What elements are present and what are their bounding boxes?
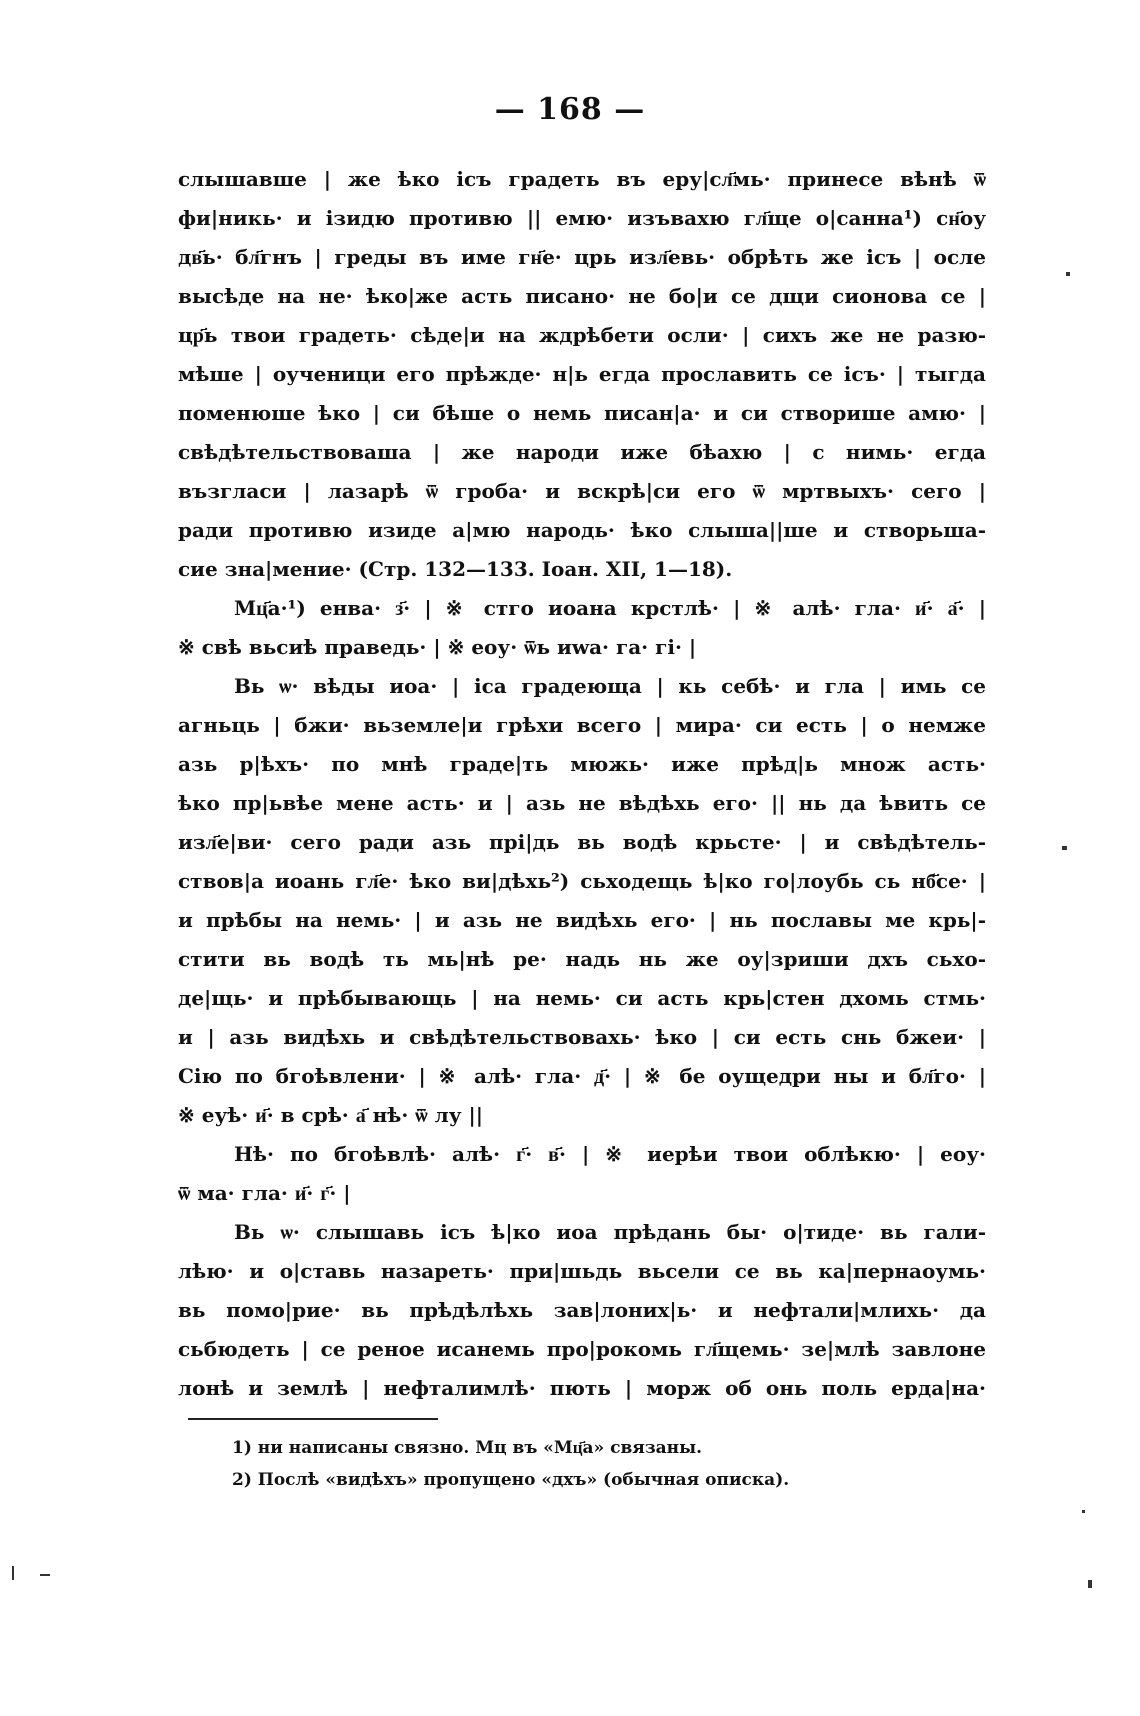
scan-speck (12, 1566, 14, 1580)
text-line: ѣко пр|ьвѣе мене асть· и | азь не вѣдѣхь его· || нь да ѣвить се (178, 791, 986, 815)
text-line: ѿ ма· гла· и҃· г҃· | (178, 1181, 351, 1205)
text-line: сьбюдеть | се реное исанемь про|рокомь гл҃щемь· зе|млѣ завлоне (178, 1337, 986, 1361)
text-line: Вь ѡ· вѣды иоа· | іса градеюща | кь себѣ· и гла | имь се (234, 674, 986, 698)
scan-speck (1066, 272, 1070, 276)
scan-speck (1088, 1580, 1092, 1588)
text-line: и прѣбы на немь· | и азь не видѣхь его· | нь пославы ме крь|- (178, 908, 986, 932)
text-line: лонѣ и землѣ | нефталимлѣ· пють | морж об онь поль ерда|на· (178, 1376, 986, 1400)
text-line: ※ свѣ вьсиѣ праведь· | ※ еоу· ѿь иwа· га· гі· | (178, 635, 697, 659)
text-line: Вь ѡ· слышавь ісъ ѣ|ко иоа прѣдань бы· о|тиде· вь гали- (234, 1220, 986, 1244)
main-text (178, 160, 986, 1408)
text-line: ствов|а иоань гл҃е· ѣко ви|дѣхь²) сьходещь ѣ|ко го|лоубь сь нб҃се· | (178, 869, 986, 893)
text-line: Мц҃а·¹) енва· з҃· | ※ стго иоана крстлѣ· | ※ алѣ· гла· и҃· а҃· | (234, 596, 986, 620)
text-line: вь помо|рие· вь прѣдѣлѣхь зав|лоних|ь· и нефтали|млихь· да (178, 1298, 986, 1322)
footnote-divider (188, 1418, 438, 1420)
text-line: свѣдѣтельствоваша | же народи иже бѣахю | с нимь· егда (178, 440, 986, 464)
footnote: 1) ни написаны связно. Мц въ «Мц҃а» связаны. (232, 1438, 703, 1458)
text-line: азь р|ѣхъ· по мнѣ граде|ть мюжь· иже прѣд|ь множ асть· (178, 752, 986, 776)
scan-speck (40, 1574, 50, 1576)
text-line: Сію по бгоѣвлени· | ※ алѣ· гла· д҃· | ※ бе оущедри ны и бл҃го· | (178, 1064, 986, 1088)
text-line: лѣю· и о|ставь назареть· при|шьдь вьсели се вь ка|пернаоумь· (178, 1259, 986, 1283)
text-line: де|щь· и прѣбывающь | на немь· си асть крь|стен дхомь стмь· (178, 986, 986, 1010)
text-line: цр҃ь твои градеть· сѣде|и на ждрѣбети осли· | сихъ же не разю- (178, 323, 986, 347)
text-line: слышавше | же ѣко ісъ градеть въ еру|сл҃мь· принесе вѣнѣ ѿ (178, 167, 986, 191)
text-line: мѣше | оученици его прѣжде· н|ь егда прославить се ісъ· | тыгда (178, 362, 986, 386)
text-line: высѣде на не· ѣко|же асть писано· не бо|и се дщи сионова се | (178, 284, 986, 308)
text-line: фи|никь· и ізидю противю || емю· изъвахю гл҃ще о|санна¹) сн҃оу (178, 206, 986, 230)
text-line: Нѣ· по бгоѣвлѣ· алѣ· г҃· в҃· | ※ иерѣи твои облѣкю· | еоу· (234, 1142, 986, 1166)
text-line: поменюше ѣко | си бѣше о немь писан|а· и си створише амю· | (178, 401, 986, 425)
text-line: ※ еуѣ· и҃· в срѣ· а҃ нѣ· ѿ лу || (178, 1103, 484, 1127)
text-line: ради противю изиде а|мю народь· ѣко слыша||ше и створьша- (178, 518, 986, 542)
text-line: изл҃е|ви· сего ради азь прі|дь вь водѣ крьсте· | и свѣдѣтель- (178, 830, 986, 854)
text-line: стити вь водѣ ть мь|нѣ ре· надь нь же оу|зриши дхъ сьхо- (178, 947, 986, 971)
scan-speck (1082, 1510, 1085, 1513)
text-line: възгласи | лазарѣ ѿ гроба· и вскрѣ|си его ѿ мртвыхъ· сего | (178, 479, 986, 503)
text-line: и | азь видѣхь и свѣдѣтельствовахь· ѣко | си есть снь бжеи· | (178, 1025, 986, 1049)
page-number: — 168 — (494, 92, 646, 127)
text-line: агньць | бжи· вьземле|и грѣхи всего | мира· си есть | о немже (178, 713, 986, 737)
text-line: дв҃ь· бл҃гнъ | греды въ име гн҃е· црь изл҃евь· обрѣть же ісъ | осле (178, 245, 986, 269)
footnote: 2) Послѣ «видѣхъ» пропущено «дхъ» (обычная описка). (232, 1470, 790, 1490)
text-line: сие зна|мение· (Стр. 132—133. Іоан. XII, 1—18). (178, 557, 733, 581)
scan-speck (1062, 846, 1067, 850)
footnotes (232, 1432, 952, 1496)
